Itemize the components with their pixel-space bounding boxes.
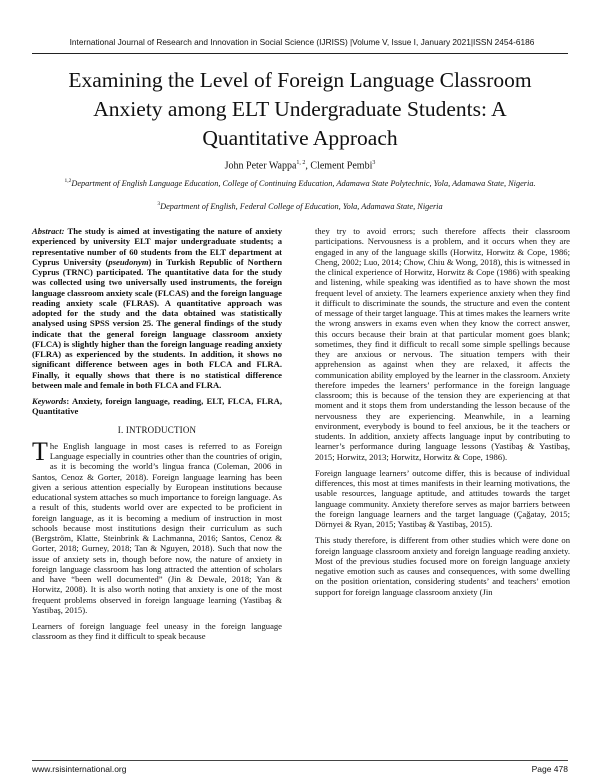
authors-line [40,160,560,171]
affiliation-1-sup: 1,2 [64,178,72,184]
footer-rule [32,760,568,761]
abstract-label: Abstract: [32,226,65,236]
footer-website-link[interactable]: www.rsisinternational.org [32,764,127,774]
paper-title: Examining the Level of Foreign Language Classroom Anxiety among ELT Undergraduate Students: A Quantitative Approach [68,68,532,150]
keywords-label: Keywords [32,396,67,406]
affiliation-2-sup: 3 [157,201,161,207]
intro-paragraph-1-text: he English language in most cases is referred to as Foreign Language especially in countries other than the countries of origin, as it is becoming the world’s lingua franca (Coleman, 2006 in Santos, Cenoz & Gorter, 2018). Foreign language learning has been given a serious attention especially by European institutions because educational system attaches so much importance to foreign language. As a result of this, students world over are expected to be proficient in foreign language, as it is becoming a medium of instruction in most schools because most institutions design their curriculum as such (Bergström, Klatte, Steinbrink & Lachmanna, 2016; Santos, Cenoz & Gorter, 2018; Gurney, 2018; Tan & Nguyen, 2018). Such that now the issue of anxiety sets in, though before now, the nature of anxiety in foreign language classroom has long attracted the attention of scholars and have “been well documented” (Jin & Dewale, 2018; Yan & Horwitz, 2008). It is also worth noting that anxiety is one of the most frequent problems observed in foreign language learning (Yastibaş & Yastibaş, 2015). [32,440,282,615]
right-column [315,226,570,603]
abstract-pseudonym: pseudonym [108,256,149,267]
intro-paragraph-1 [32,436,282,615]
journal-header: International Journal of Research and Innovation in Social Science (IJRISS) |Volume V, Issue I, January 2021|ISSN 2454-6186 [69,37,535,47]
author-1: John Peter Wappa [224,160,297,172]
right-paragraph-3: This study therefore, is different from other studies which were done on foreign language classroom anxiety and foreign language reading anxiety. Most of the previous studies focused more on foreign language anxiety negative emotion such as causes and consequences, with some dwelling on the position orientation, considering students’ and teachers’ emotion support for foreign language classroom anxiety (Jin [315,535,570,597]
abstract-text-2: ) in Turkish Republic of Northern Cyprus (TRNC) participated. The quantitative data for the study was collected using two universally used instruments, the foreign language classroom anxiety scale (FLCAS) and the foreign language reading anxiety scale (FLRAS). A quantitative approach was adopted for the study and the data obtained was statistically analysed using SPSS version 25. The general findings of the study indicate that the general foreign language classroom anxiety (FLCA) is slightly higher than the foreign language reading anxiety (FLRA) as experienced by the students. In addition, it shows no significant difference between ages in both FLCA and FLRA. Finally, it equally shows that there is no statistical difference between male and female in both FLCA and FLRA. [32,256,282,390]
drop-cap: T [32,436,48,466]
affiliation-1 [40,176,560,189]
keywords [32,396,282,417]
keywords-text: : Anxiety, foreign language, reading, ELT, FLCA, FLRA, Quantitative [32,396,282,417]
affiliation-2 [40,199,560,212]
affiliation-1-text: Department of English Language Education, College of Continuing Education, Adamawa State Polytechnic, Yola, Adamawa State, Nigeria. [71,178,536,188]
author-separator: , Clement Pembi [305,160,373,172]
abstract-text-1: The study is aimed at investigating the nature of anxiety experienced by university ELT major undergraduate students; a representative number of 60 students from the ELT department at Cyprus University ( [32,226,282,267]
author-2-sup: 3 [372,160,376,166]
section-heading-introduction: I. INTRODUCTION [117,424,197,435]
header-rule [32,53,568,54]
left-column [32,226,282,648]
footer-page-number: Page 478 [531,764,568,774]
right-paragraph-1: they try to avoid errors; such therefore affects their classroom participations. Nervousness is a problem, and it occurs when they are engaged in any of the language skills (Horwitz, Horwitz & Cope, 1986; Cheng, 2002; Luo, 2014; Chow, Chiu & Wong, 2018), this is witnessed in the clinical experience of Horwitz, Horwitz & Cope (1986) with speaking and listening, while speaking was identified as to have shown the most frequent level of anxiety. The learners experience anxiety when they find it difficult to discriminate the sounds, the structure and even the content of message of their target language. This at times makes the learners write the wrong answers in exams even when they know the correct answer, this occurs because their brain at that particular moment goes blank; sometimes, they find it difficult to recall some simple spellings because they are anxious or nervous. The situation tempers with their apprehension as against when they are relaxed, it affects the communication ability employed by the learner in the classroom. Anxiety therefore impedes the learners’ performance in the foreign language classroom; this is because of the tension they are experiencing at that moment and it stops them from understanding the lesson because of the nervousness they are experiencing. Meanwhile, in a learning environment, everybody is bound to feel anxious, be it the teachers or students. In addition, anxiety affects language input by contributing to learner’s performance during language lessons (Yastibaş & Yastibaş, 2015; Horwitz, 2013; Horwitz, Horwitz & Cope, 1986). [315,226,570,462]
abstract [32,226,282,390]
author-1-sup: 1, 2 [296,160,306,166]
right-paragraph-2: Foreign language learners’ outcome differ, this is because of individual differences, this most at times manifests in their learning motivations, the usable resources, language aptitude, and attitudes towards the target language community. Anxiety therefore serves as major barriers between the foreign language learners and the target language (Çağatay, 2015; Dörnyei & Ryan, 2015; Yastibaş & Yastibaş, 2015). [315,467,570,529]
intro-paragraph-2: Learners of foreign language feel uneasy in the foreign language classroom as they find it difficult to speak because [32,621,282,642]
affiliation-2-text: Department of English, Federal College of Education, Yola, Adamawa State, Nigeria [160,201,443,211]
